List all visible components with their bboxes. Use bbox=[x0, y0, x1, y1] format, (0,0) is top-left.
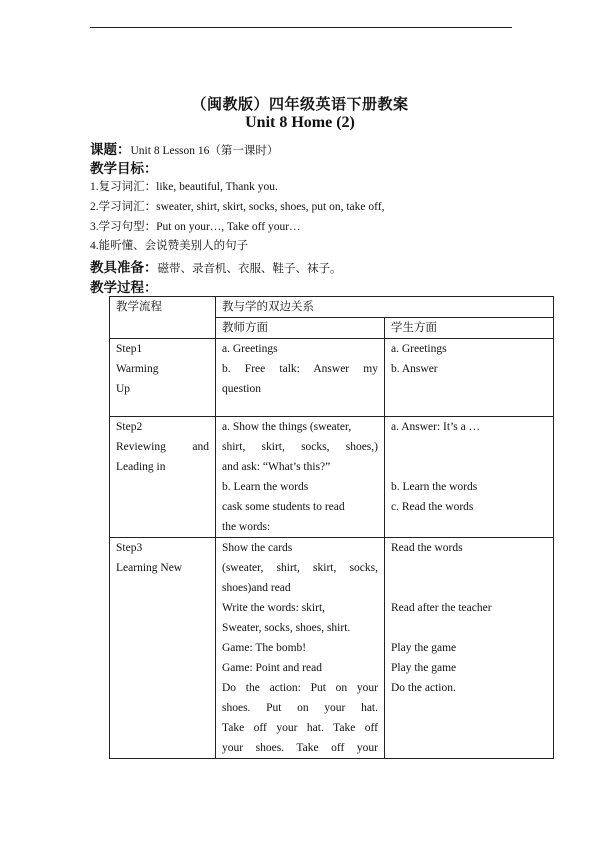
student-line: a. Answer: It’s a … bbox=[391, 421, 481, 433]
student-line: Read after the teacher bbox=[391, 602, 492, 614]
table-row bbox=[110, 339, 554, 417]
teacher-line: cask some students to read bbox=[222, 501, 345, 513]
step-line: Leading in bbox=[116, 461, 166, 473]
table-row bbox=[110, 538, 554, 759]
step-line: Step2 bbox=[116, 421, 143, 433]
teacher-line: Do the action: Put on your bbox=[222, 682, 378, 694]
student-line: b. Learn the words bbox=[391, 481, 478, 493]
lesson-plan-table bbox=[109, 296, 554, 759]
step-cell bbox=[110, 538, 216, 759]
student-cell bbox=[385, 339, 554, 417]
teacher-line: shoes. Put on your hat. bbox=[222, 702, 378, 714]
document-subtitle: Unit 8 Home (2) bbox=[245, 114, 355, 131]
lesson-label: 课题： bbox=[90, 142, 131, 157]
header-student: 学生方面 bbox=[385, 318, 554, 339]
teacher-line: b. Learn the words bbox=[222, 481, 309, 493]
table-row bbox=[110, 417, 554, 538]
objective-item: 1.复习词汇：like, beautiful, Thank you. bbox=[90, 181, 278, 193]
teacher-line: Take off your hat. Take off bbox=[222, 722, 378, 734]
student-line: c. Read the words bbox=[391, 501, 474, 513]
student-line: Do the action. bbox=[391, 682, 456, 694]
teacher-line: question bbox=[222, 383, 261, 395]
step-line: Step3 bbox=[116, 542, 143, 554]
materials-label: 教具准备： bbox=[90, 260, 158, 275]
teacher-line: Write the words: skirt, bbox=[222, 602, 326, 614]
student-line: Read the words bbox=[391, 542, 463, 554]
teacher-line: Show the cards bbox=[222, 542, 293, 554]
teacher-line: the words: bbox=[222, 521, 271, 533]
materials-line bbox=[90, 256, 342, 276]
teacher-cell bbox=[216, 417, 385, 538]
teacher-line: (sweater, shirt, skirt, socks, bbox=[222, 562, 378, 574]
step-line: Learning New bbox=[116, 562, 183, 574]
step-line: Warming bbox=[116, 363, 159, 375]
step-line: Step1 bbox=[116, 343, 143, 355]
lesson-line bbox=[90, 138, 278, 158]
teacher-line: and ask: “What’s this?” bbox=[222, 461, 331, 473]
step-line: Up bbox=[116, 383, 131, 395]
student-cell bbox=[385, 417, 554, 538]
teacher-line: Game: Point and read bbox=[222, 662, 322, 674]
step-cell bbox=[110, 417, 216, 538]
materials-value: 磁带、录音机、衣服、鞋子、袜子。 bbox=[157, 263, 342, 275]
objectives-heading: 教学目标： bbox=[90, 161, 158, 176]
teacher-line: Sweater, socks, shoes, shirt. bbox=[222, 622, 351, 634]
student-cell bbox=[385, 538, 554, 759]
step-line: Reviewing and bbox=[116, 441, 209, 453]
header-flow: 教学流程 bbox=[110, 297, 216, 339]
teacher-line: b. Free talk: Answer my bbox=[222, 363, 378, 375]
teacher-line: shoes)and read bbox=[222, 582, 291, 594]
process-heading: 教学过程： bbox=[90, 280, 158, 295]
student-line: a. Greetings bbox=[391, 343, 447, 355]
step-cell bbox=[110, 339, 216, 417]
teacher-line: a. Greetings bbox=[222, 343, 278, 355]
objective-item: 2.学习词汇：sweater, shirt, skirt, socks, shoes, put on, take off, bbox=[90, 201, 385, 213]
teacher-line: shirt, skirt, socks, shoes,) bbox=[222, 441, 378, 453]
student-line: Play the game bbox=[391, 662, 457, 674]
objective-item: 4.能听懂、会说赞美别人的句子 bbox=[90, 240, 249, 252]
teacher-cell bbox=[216, 339, 385, 417]
student-line: Play the game bbox=[391, 642, 457, 654]
teacher-cell bbox=[216, 538, 385, 759]
teacher-line: Game: The bomb! bbox=[222, 642, 307, 654]
teacher-line: your shoes. Take off your bbox=[222, 742, 378, 754]
table-header-row bbox=[110, 297, 554, 318]
objective-item: 3.学习句型：Put on your…, Take off your… bbox=[90, 221, 301, 233]
document-title: （闽教版）四年级英语下册教案 bbox=[191, 97, 409, 113]
teacher-line: a. Show the things (sweater, bbox=[222, 421, 352, 433]
header-relation: 教与学的双边关系 bbox=[216, 297, 554, 318]
top-rule bbox=[90, 27, 512, 28]
student-line: b. Answer bbox=[391, 363, 438, 375]
header-teacher: 教师方面 bbox=[216, 318, 385, 339]
lesson-value: Unit 8 Lesson 16（第一课时） bbox=[130, 145, 279, 157]
